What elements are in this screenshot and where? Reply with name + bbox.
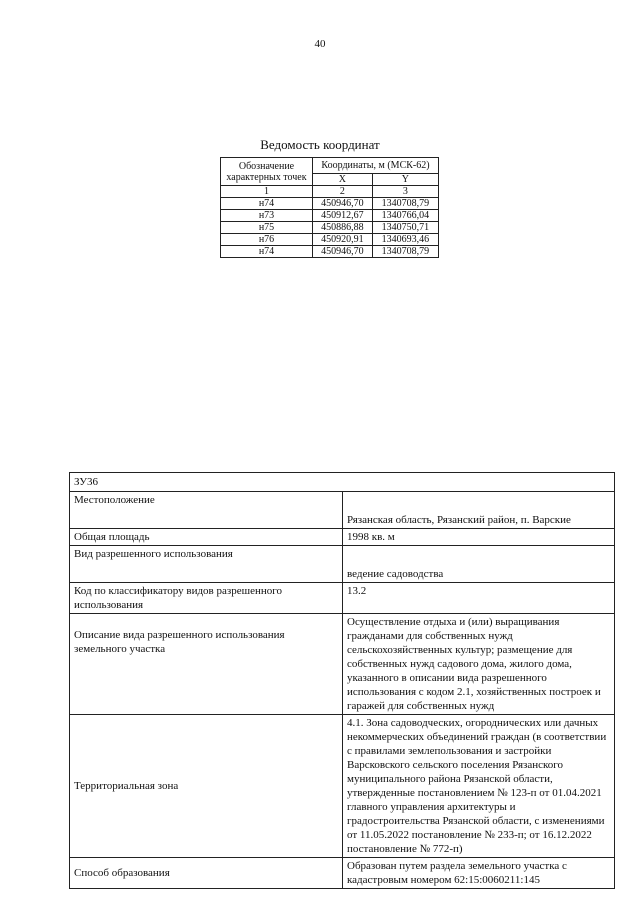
row-label-formation-method: Способ образования: [70, 858, 343, 889]
row-label-classifier-code: Код по классификатору видов разрешенного использования: [70, 583, 343, 614]
table-row: [221, 246, 439, 258]
table-row: [70, 529, 615, 546]
header-x: X: [313, 174, 373, 186]
row-value-permitted-use: ведение садоводства: [343, 546, 615, 583]
table-row: [70, 583, 615, 614]
row-label-area: Общая площадь: [70, 529, 343, 546]
point-id: н74: [221, 198, 313, 210]
coord-x: 450886,88: [313, 222, 373, 234]
table-row: [70, 492, 615, 529]
column-number: 2: [313, 186, 373, 198]
parcel-header-row: [70, 473, 615, 492]
table-row: [70, 546, 615, 583]
row-value-classifier-code: 13.2: [343, 583, 615, 614]
table-row: [70, 614, 615, 715]
coordinates-title: Ведомость координат: [260, 137, 380, 152]
header-point-designation: Обозначение характерных точек: [221, 158, 313, 186]
page-number: 40: [314, 38, 326, 50]
coordinates-column-number-row: [221, 186, 439, 198]
table-row: [221, 234, 439, 246]
row-value-use-description: Осуществление отдыха и (или) выращивания гражданами для собственных нужд сельскохозяйственных культур; размещение для собственных нужд садового дома, жилого дома, указанного в описании вида разрешенного использования с кодом 2.1, хозяйственных построек и гаражей для собственных нужд: [343, 614, 615, 715]
coord-y: 1340708,79: [372, 246, 438, 258]
point-id: н74: [221, 246, 313, 258]
coord-x: 450946,70: [313, 246, 373, 258]
row-label-permitted-use: Вид разрешенного использования: [70, 546, 343, 583]
coord-y: 1340693,46: [372, 234, 438, 246]
coord-y: 1340708,79: [372, 198, 438, 210]
row-label-territorial-zone: Территориальная зона: [70, 715, 343, 858]
row-value-territorial-zone: 4.1. Зона садоводческих, огороднических или дачных некоммерческих объединений граждан (в соответствии с правилами землепользования и застройки Варсковского сельского поселения Рязанского муниципального района Рязанской области, утвержденные постановлением № 123-п от 01.04.2021 главного управления архитектуры и градостроительства Рязанской области, с изменениями от 11.05.2022 постановление № 233-п; от 16.12.2022 постановление № 772-п): [343, 715, 615, 858]
table-row: [70, 715, 615, 858]
point-id: н73: [221, 210, 313, 222]
table-row: [221, 222, 439, 234]
row-value-location: Рязанская область, Рязанский район, п. Варские: [343, 492, 615, 529]
row-label-use-description: Описание вида разрешенного использования земельного участка: [70, 614, 343, 715]
parcel-id: ЗУ36: [70, 473, 615, 492]
column-number: 3: [372, 186, 438, 198]
row-value-formation-method: Образован путем раздела земельного участка с кадастровым номером 62:15:0060211:145: [343, 858, 615, 889]
header-coordinates: Координаты, м (МСК-62): [313, 158, 439, 174]
table-row: [221, 198, 439, 210]
point-id: н75: [221, 222, 313, 234]
parcel-table: [69, 472, 615, 889]
point-id: н76: [221, 234, 313, 246]
coord-x: 450946,70: [313, 198, 373, 210]
coord-y: 1340766,04: [372, 210, 438, 222]
coordinates-table: [220, 157, 439, 258]
header-y: Y: [372, 174, 438, 186]
row-value-area: 1998 кв. м: [343, 529, 615, 546]
coord-x: 450920,91: [313, 234, 373, 246]
table-row: [70, 858, 615, 889]
coord-y: 1340750,71: [372, 222, 438, 234]
coord-x: 450912,67: [313, 210, 373, 222]
coordinates-header-row: [221, 158, 439, 174]
row-label-location: Местоположение: [70, 492, 343, 529]
column-number: 1: [221, 186, 313, 198]
table-row: [221, 210, 439, 222]
